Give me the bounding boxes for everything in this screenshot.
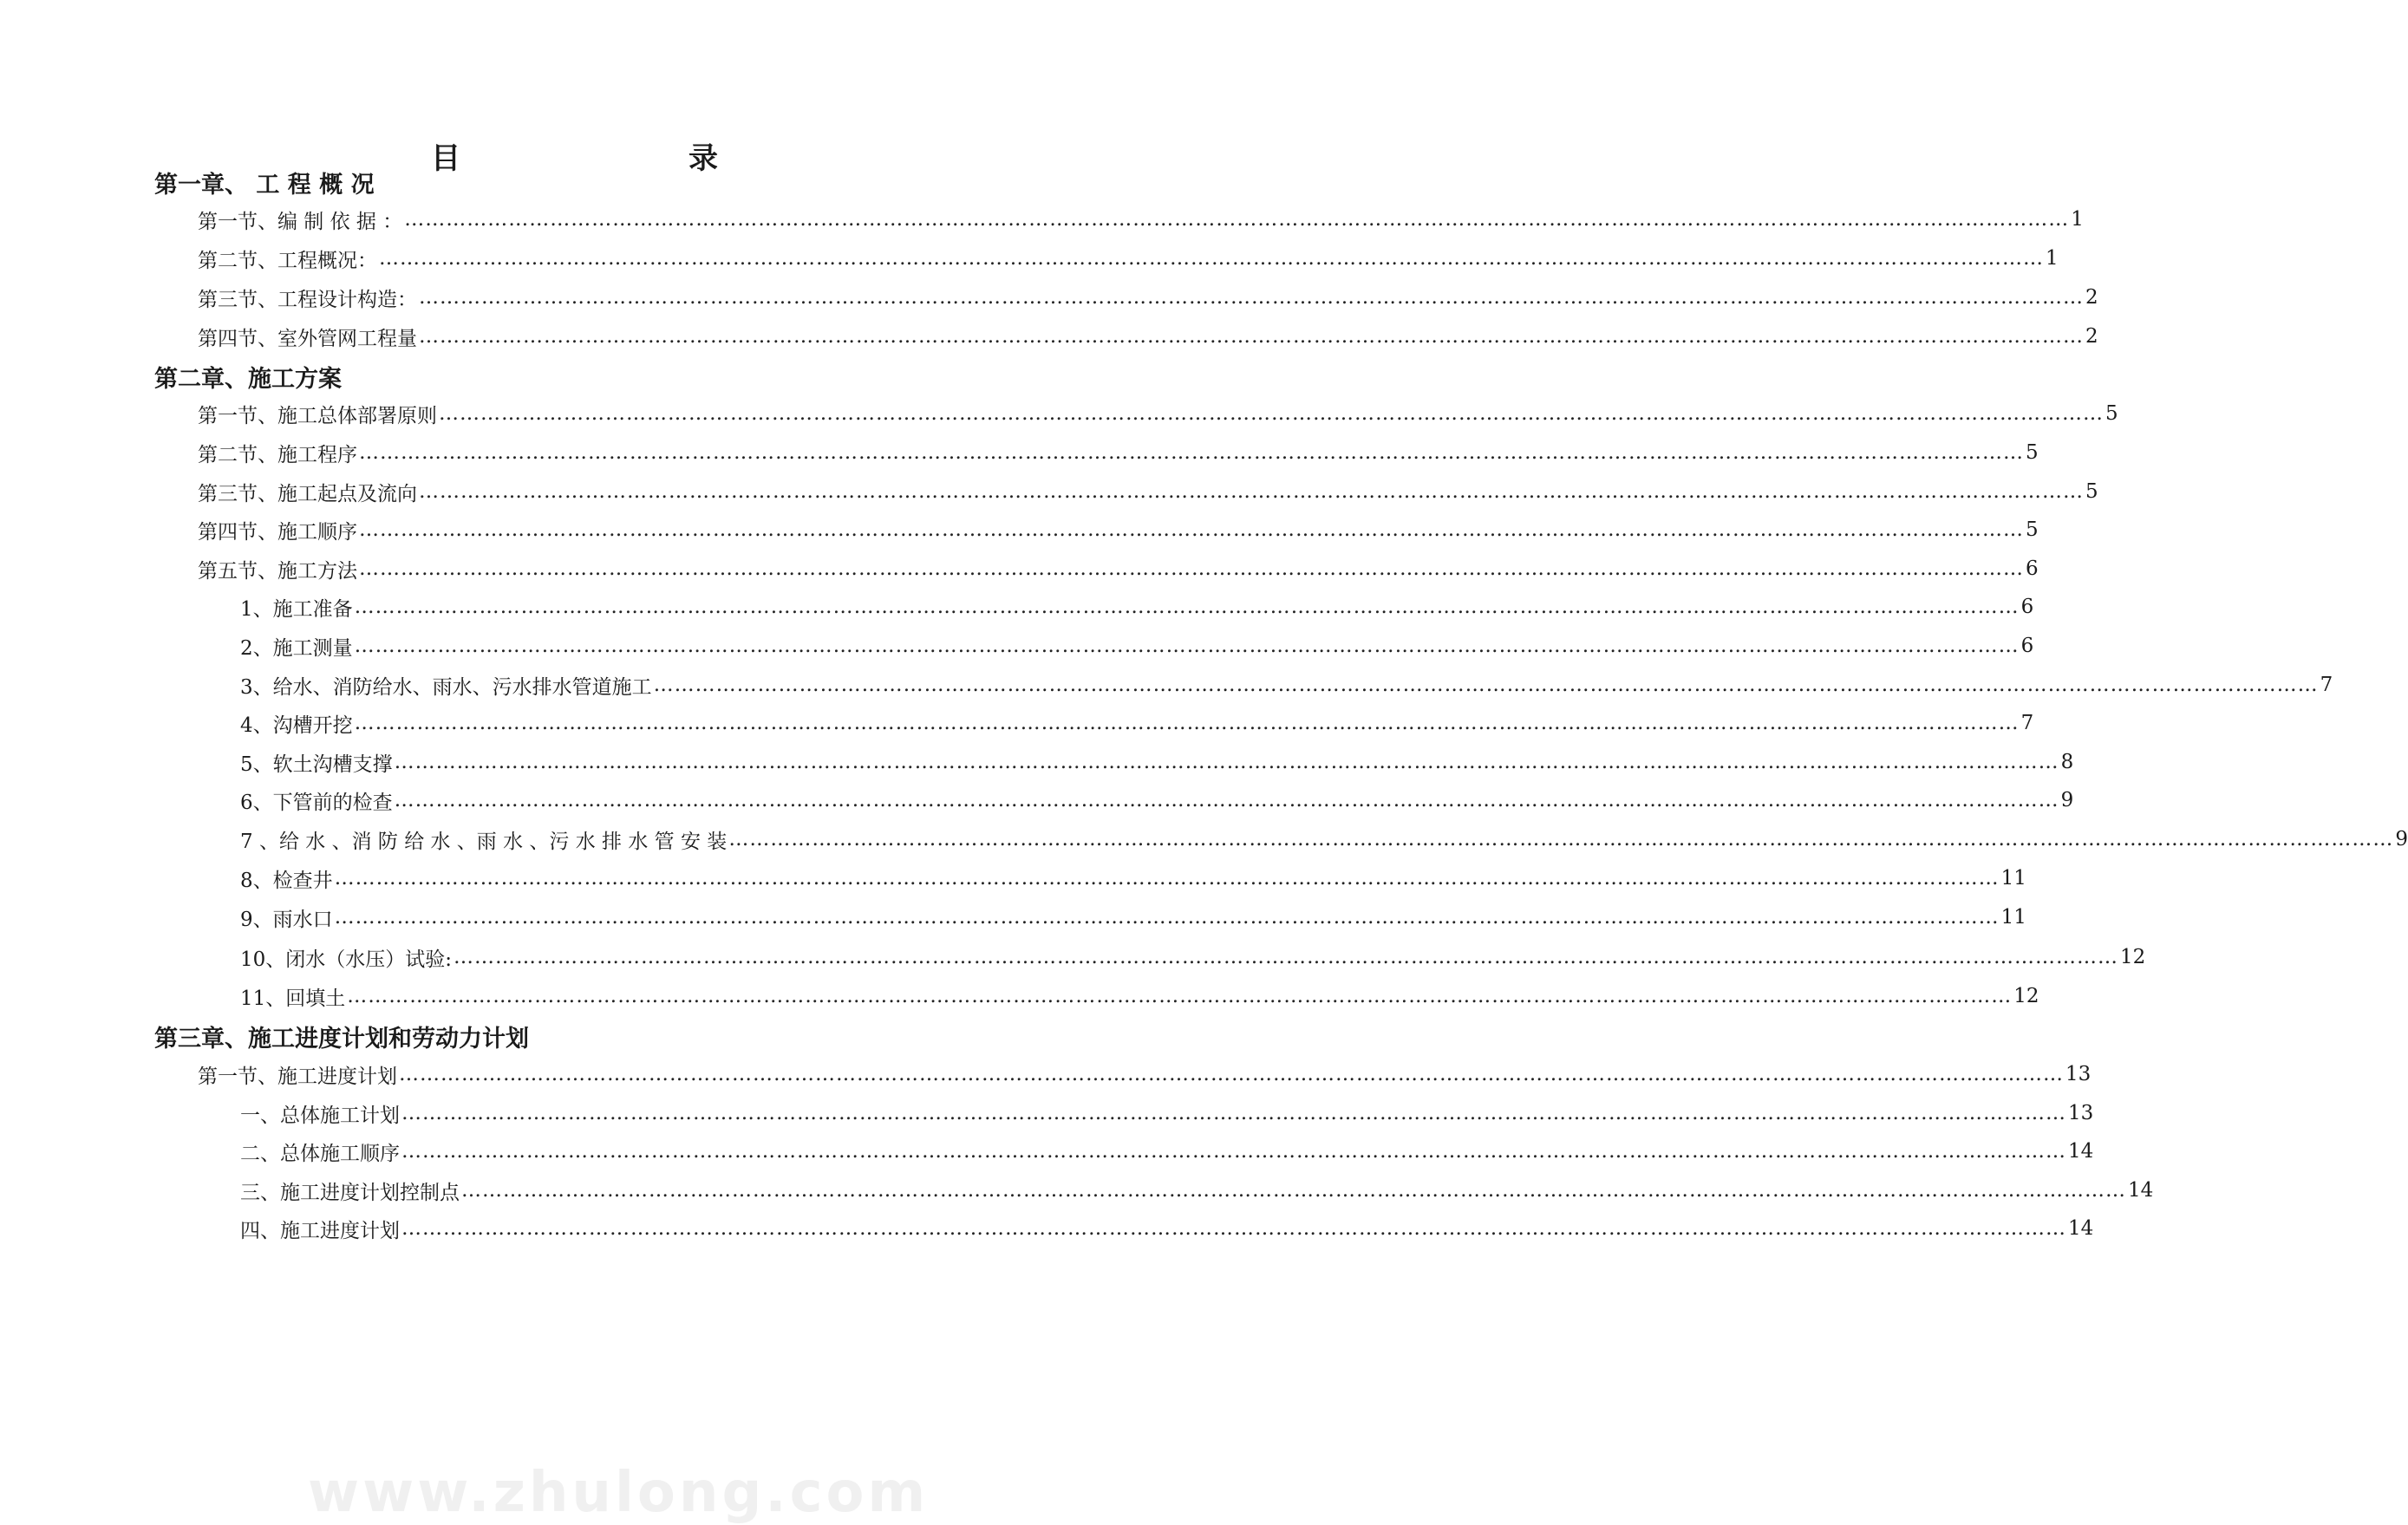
dot-leader: …………………………………………………………………………………………………………………………………………………………………………………………………………………… bbox=[347, 985, 2013, 1007]
toc-page-number: 6 bbox=[2020, 596, 2034, 618]
dot-leader: …………………………………………………………………………………………………………………………………………………………………………………………………………………… bbox=[354, 712, 2020, 734]
dot-leader: …………………………………………………………………………………………………………………………………………………………………………………………………………………… bbox=[401, 1102, 2066, 1124]
toc-entry[interactable] bbox=[240, 591, 2034, 622]
toc-entry-label: 10、闭水（水压）试验: bbox=[240, 948, 453, 971]
toc-page-number: 5 bbox=[2026, 441, 2039, 464]
toc-entry-label: 3、给水、消防给水、雨水、污水排水管道施工 bbox=[240, 675, 652, 699]
dot-leader: …………………………………………………………………………………………………………………………………………………………………………………………………………………… bbox=[334, 867, 2000, 890]
dot-leader: …………………………………………………………………………………………………………………………………………………………………………………………………………………… bbox=[419, 480, 2084, 503]
toc-entry[interactable] bbox=[240, 902, 2026, 933]
toc-entry-label: 第三节、施工起点及流向 bbox=[198, 482, 417, 505]
toc-entry-label: 第一节、编 制 依 据 ： bbox=[198, 210, 403, 233]
toc-entry[interactable] bbox=[240, 1136, 2094, 1167]
toc-entry[interactable] bbox=[240, 785, 2074, 816]
toc-entry-label: 11、回填土 bbox=[240, 987, 346, 1010]
toc-entry[interactable] bbox=[240, 981, 2039, 1012]
toc-entry[interactable] bbox=[240, 824, 2408, 855]
dot-leader: …………………………………………………………………………………………………………………………………………………………………………………………………………………… bbox=[401, 1217, 2066, 1240]
page-title-part-2: 录 bbox=[688, 141, 718, 176]
toc-page-number: 14 bbox=[2068, 1217, 2094, 1240]
toc-entry-label: 第一节、施工总体部署原则 bbox=[198, 404, 437, 427]
dot-leader: …………………………………………………………………………………………………………………………………………………………………………………………………………………… bbox=[334, 906, 2000, 929]
toc-page-number: 6 bbox=[2026, 557, 2039, 580]
toc-entry-label: 第三节、工程设计构造： bbox=[198, 288, 417, 311]
toc-entry-label: 二、总体施工顺序 bbox=[240, 1142, 400, 1165]
dot-leader: …………………………………………………………………………………………………………………………………………………………………………………………………………………… bbox=[394, 789, 2059, 811]
toc-entry[interactable] bbox=[240, 1213, 2094, 1244]
dot-leader: …………………………………………………………………………………………………………………………………………………………………………………………………………………… bbox=[394, 751, 2059, 773]
toc-entry-label: 第四节、室外管网工程量 bbox=[198, 327, 417, 350]
toc-entry-label: 第一节、施工进度计划 bbox=[198, 1065, 397, 1088]
toc-page-number: 1 bbox=[2071, 208, 2084, 231]
toc-entry[interactable] bbox=[198, 437, 2039, 468]
toc-entry[interactable] bbox=[198, 398, 2118, 429]
toc-page-number: 11 bbox=[2000, 867, 2026, 890]
toc-page-number: 2 bbox=[2085, 325, 2098, 348]
toc-entry-label: 8、检查井 bbox=[240, 869, 333, 892]
toc-entry-label: 第一章、 工 程 概 况 bbox=[154, 171, 375, 199]
toc-page-number: 5 bbox=[2085, 480, 2098, 503]
toc-entry-label: 三、施工进度计划控制点 bbox=[240, 1181, 460, 1204]
toc-page-number: 1 bbox=[2046, 247, 2059, 270]
toc-entry[interactable] bbox=[240, 1098, 2094, 1129]
toc-entry-label: 4、沟槽开挖 bbox=[240, 714, 353, 737]
toc-entry-label: 5、软土沟槽支撑 bbox=[240, 753, 393, 776]
toc-entry-label: 6、下管前的检查 bbox=[240, 791, 393, 814]
toc-entry-label: 9、雨水口 bbox=[240, 908, 333, 931]
toc-entry[interactable] bbox=[198, 1059, 2092, 1090]
toc-page-number: 6 bbox=[2020, 635, 2034, 657]
toc-entry[interactable] bbox=[240, 863, 2026, 894]
toc-entry-label: 一、总体施工计划 bbox=[240, 1104, 400, 1127]
watermark: www.zhulong.com bbox=[308, 1461, 930, 1525]
toc-entry[interactable] bbox=[198, 282, 2098, 313]
toc-chapter[interactable] bbox=[154, 359, 342, 394]
dot-leader: …………………………………………………………………………………………………………………………………………………………………………………………………………………… bbox=[461, 1179, 2126, 1202]
dot-leader: …………………………………………………………………………………………………………………………………………………………………………………………………………………… bbox=[399, 1063, 2064, 1085]
toc-entry[interactable] bbox=[198, 321, 2098, 352]
dot-leader: …………………………………………………………………………………………………………………………………………………………………………………………………………………… bbox=[454, 946, 2119, 968]
toc-entry[interactable] bbox=[240, 630, 2034, 661]
toc-entry[interactable] bbox=[198, 514, 2039, 545]
dot-leader: …………………………………………………………………………………………………………………………………………………………………………………………………………………… bbox=[401, 1140, 2066, 1163]
dot-leader: …………………………………………………………………………………………………………………………………………………………………………………………………………………… bbox=[359, 441, 2024, 464]
dot-leader: …………………………………………………………………………………………………………………………………………………………………………………………………………………… bbox=[419, 325, 2084, 348]
dot-leader: …………………………………………………………………………………………………………………………………………………………………………………………………………………… bbox=[728, 828, 2394, 850]
dot-leader: …………………………………………………………………………………………………………………………………………………………………………………………………………………… bbox=[379, 247, 2044, 270]
toc-chapter[interactable] bbox=[154, 1019, 529, 1053]
dot-leader: …………………………………………………………………………………………………………………………………………………………………………………………………………………… bbox=[419, 286, 2084, 309]
toc-page-number: 14 bbox=[2128, 1179, 2154, 1202]
dot-leader: …………………………………………………………………………………………………………………………………………………………………………………………………………………… bbox=[359, 557, 2024, 580]
toc-entry[interactable] bbox=[240, 669, 2333, 701]
toc-page-number: 7 bbox=[2320, 674, 2333, 696]
toc-entry-label: 第三章、施工进度计划和劳动力计划 bbox=[154, 1025, 529, 1053]
toc-page-number: 9 bbox=[2060, 789, 2074, 811]
dot-leader: …………………………………………………………………………………………………………………………………………………………………………………………………………………… bbox=[359, 518, 2024, 541]
toc-entry-label: 7 、给 水 、消 防 给 水 、雨 水 、污 水 排 水 管 安 装 bbox=[240, 830, 728, 853]
toc-entry[interactable] bbox=[240, 1175, 2154, 1206]
toc-entry-label: 第二节、施工程序 bbox=[198, 443, 357, 466]
toc-page-number: 9 bbox=[2395, 828, 2408, 850]
toc-entry[interactable] bbox=[198, 476, 2098, 507]
toc-page-number: 2 bbox=[2085, 286, 2098, 309]
dot-leader: …………………………………………………………………………………………………………………………………………………………………………………………………………………… bbox=[439, 402, 2104, 425]
toc-entry-label: 第二章、施工方案 bbox=[154, 365, 342, 393]
toc-entry[interactable] bbox=[240, 942, 2146, 973]
toc-entry-label: 第二节、工程概况： bbox=[198, 249, 377, 272]
page-title-part-1: 目 bbox=[431, 141, 460, 176]
toc-entry[interactable] bbox=[240, 707, 2034, 739]
toc-page-number: 7 bbox=[2020, 712, 2034, 734]
dot-leader: …………………………………………………………………………………………………………………………………………………………………………………………………………………… bbox=[354, 596, 2020, 618]
toc-entry[interactable] bbox=[240, 746, 2074, 778]
toc-page-number: 8 bbox=[2060, 751, 2074, 773]
toc-page-number: 5 bbox=[2105, 402, 2118, 425]
toc-page-number: 12 bbox=[2120, 946, 2146, 968]
toc-page-number: 14 bbox=[2068, 1140, 2094, 1163]
toc-entry[interactable] bbox=[198, 204, 2084, 235]
toc-entry-label: 第四节、施工顺序 bbox=[198, 520, 357, 544]
toc-entry-label: 2、施工测量 bbox=[240, 636, 353, 660]
dot-leader: …………………………………………………………………………………………………………………………………………………………………………………………………………………… bbox=[653, 674, 2319, 696]
dot-leader: …………………………………………………………………………………………………………………………………………………………………………………………………………………… bbox=[404, 208, 2070, 231]
dot-leader: …………………………………………………………………………………………………………………………………………………………………………………………………………………… bbox=[354, 635, 2020, 657]
toc-entry-label: 第五节、施工方法 bbox=[198, 559, 357, 583]
toc-entry-label: 四、施工进度计划 bbox=[240, 1219, 400, 1242]
toc-page-number: 5 bbox=[2026, 518, 2039, 541]
toc-entry-label: 1、施工准备 bbox=[240, 597, 353, 621]
toc-page-number: 13 bbox=[2068, 1102, 2094, 1124]
toc-page-number: 13 bbox=[2065, 1063, 2092, 1085]
toc-chapter[interactable] bbox=[154, 165, 375, 199]
toc-entry[interactable] bbox=[198, 553, 2039, 584]
toc-page-number: 12 bbox=[2013, 985, 2039, 1007]
toc-page-number: 11 bbox=[2000, 906, 2026, 929]
toc-entry[interactable] bbox=[198, 243, 2059, 274]
